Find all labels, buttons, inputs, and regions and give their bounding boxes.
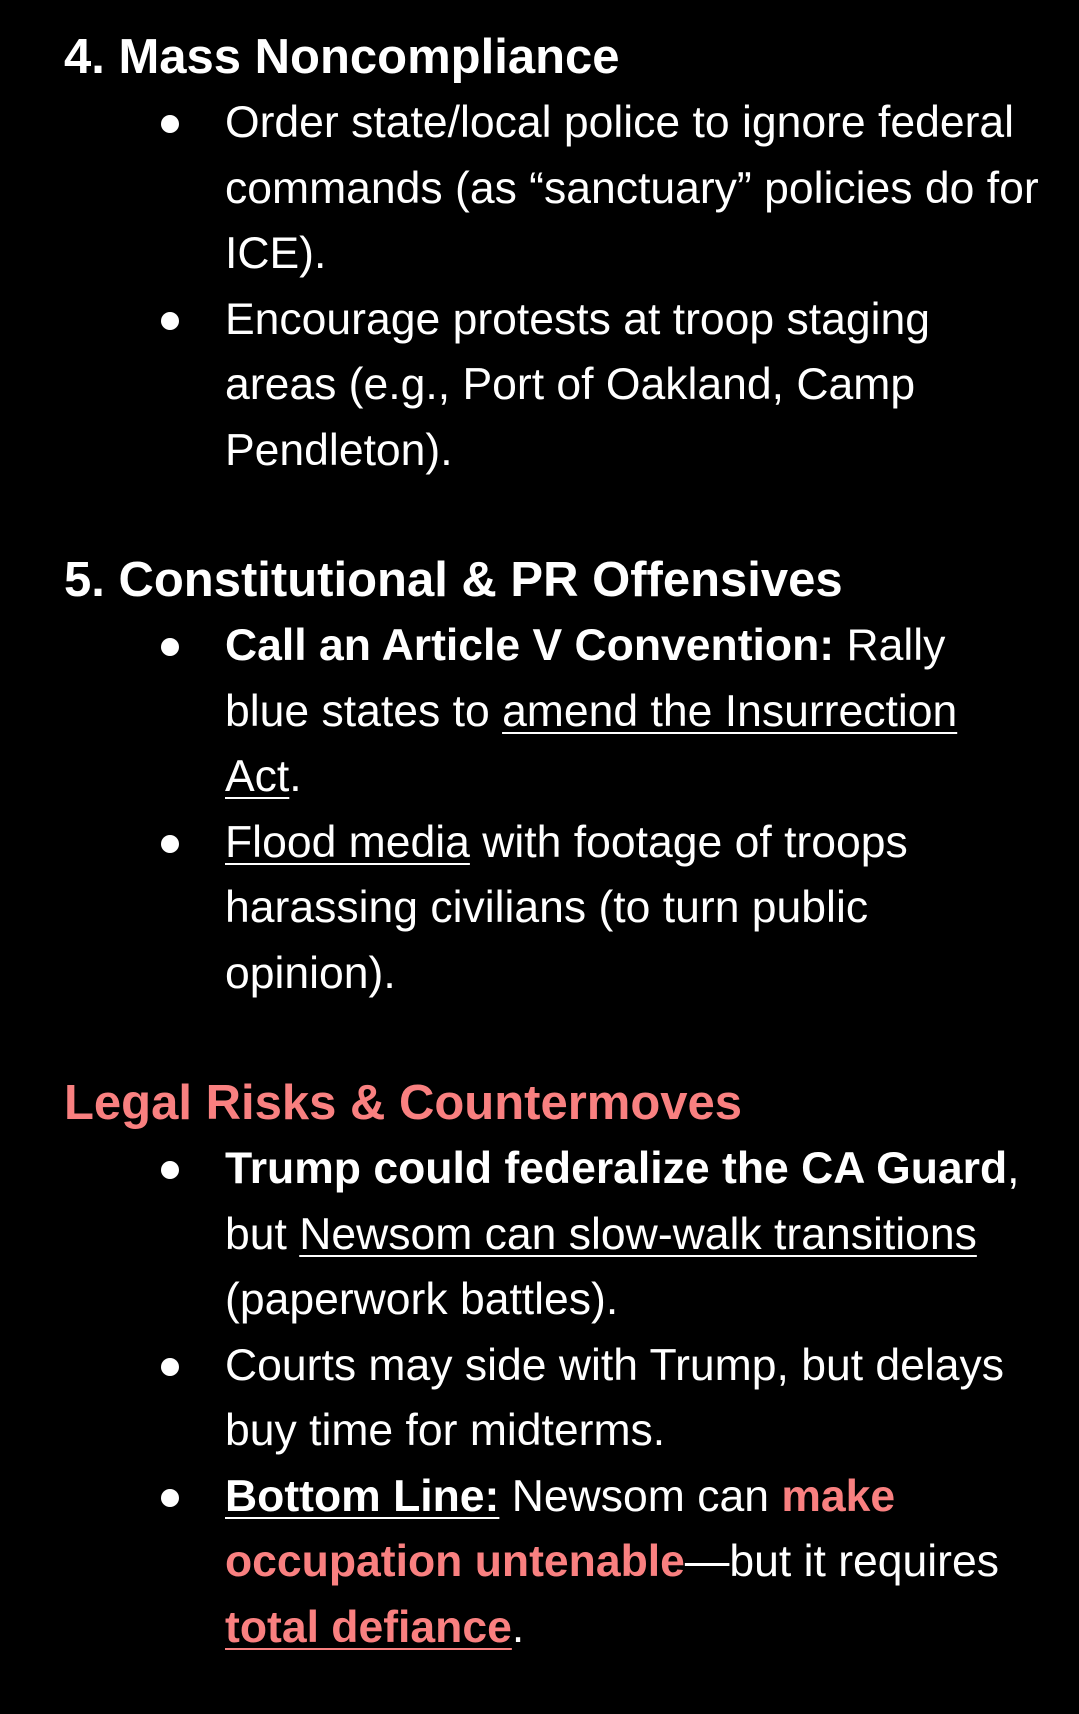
item-link[interactable]: Flood media — [225, 817, 470, 867]
item-text: Rally blue states to — [225, 621, 946, 736]
item-text: Courts may side with Trump, but delays buy time for midterms. — [225, 1340, 1005, 1455]
item-text: . — [289, 752, 302, 801]
list-item — [225, 1464, 1039, 1661]
section-heading: 5. Constitutional & PR Offensives — [64, 553, 843, 607]
item-text: . — [511, 1602, 525, 1652]
item-highlight-text: make occupation untenable — [225, 1471, 896, 1586]
bullet-icon — [161, 1358, 179, 1376]
list-item — [225, 287, 1039, 484]
item-text: —but it requires — [684, 1537, 999, 1586]
list-item — [225, 1333, 1039, 1464]
item-text: Encourage protests at troop staging areas (e.g., Port of Oakland, Camp Pendleton). — [225, 294, 931, 475]
bullet-icon — [161, 312, 179, 330]
item-text: (paperwork battles). — [225, 1275, 619, 1324]
bullet-icon — [161, 115, 179, 133]
item-bold-link[interactable]: Bottom Line: — [225, 1471, 500, 1521]
item-link[interactable]: amend the Insurrection Act — [225, 686, 958, 801]
list-item — [225, 90, 1039, 287]
list-item — [225, 613, 1039, 810]
bullet-icon — [161, 1489, 179, 1507]
section-heading: 4. Mass Noncompliance — [64, 30, 620, 84]
bullet-icon — [161, 1161, 179, 1179]
list-item — [225, 1136, 1039, 1333]
section-mass-noncompliance — [64, 24, 1039, 483]
item-text: Order state/local police to ignore federal commands (as “sanctuary” policies do for ICE). — [225, 98, 1039, 278]
bullet-icon — [161, 835, 179, 853]
item-text: , but — [225, 1144, 1020, 1259]
item-bold-text: Call an Article V Convention: — [225, 621, 835, 670]
item-bold-text: Trump could federalize the CA Guard — [225, 1144, 1008, 1193]
item-link[interactable]: Newsom can slow-walk transitions — [299, 1209, 977, 1259]
bullet-list — [64, 613, 1039, 1006]
list-item — [225, 810, 1039, 1007]
section-legal-risks — [64, 1070, 1039, 1660]
bullet-list — [64, 1136, 1039, 1660]
item-text: with footage of troops harassing civilians (to turn public opinion). — [225, 817, 908, 998]
item-text: Newsom can — [499, 1471, 782, 1521]
section-constitutional-pr — [64, 547, 1039, 1006]
bullet-list — [64, 90, 1039, 483]
section-heading: Legal Risks & Countermoves — [64, 1076, 743, 1130]
bullet-icon — [161, 638, 179, 656]
item-highlight-link[interactable]: total defiance — [225, 1602, 512, 1652]
